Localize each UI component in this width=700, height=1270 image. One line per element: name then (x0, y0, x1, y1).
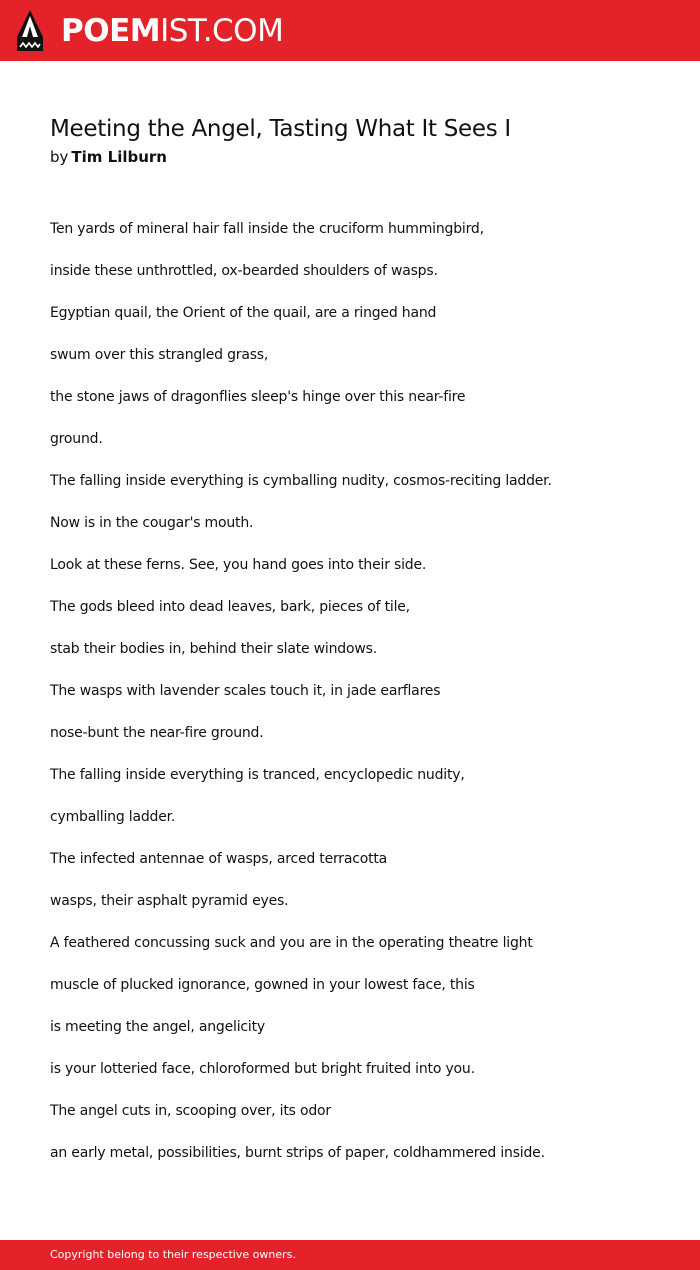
poem-line: inside these unthrottled, ox-bearded shoulders of wasps. (50, 263, 438, 279)
pen-nib-icon[interactable] (17, 10, 43, 51)
poem-line: The falling inside everything is tranced, encyclopedic nudity, (50, 767, 465, 783)
poem-line: cymballing ladder. (50, 809, 176, 825)
poem-title: Meeting the Angel, Tasting What It Sees I (50, 116, 511, 142)
poem-line: stab their bodies in, behind their slate windows. (50, 641, 377, 657)
copyright-text: Copyright belong to their respective owners. (50, 1248, 296, 1261)
logo-wordmark-light: IST.COM (160, 13, 284, 49)
poem-line: The falling inside everything is cymballing nudity, cosmos-reciting ladder. (50, 473, 552, 489)
poem-line: The infected antennae of wasps, arced terracotta (50, 851, 388, 867)
poem-line: swum over this strangled grass, (50, 347, 269, 363)
poem-line: is your lotteried face, chloroformed but bright fruited into you. (50, 1061, 475, 1077)
poem-line: the stone jaws of dragonflies sleep's hinge over this near-fire (50, 389, 466, 405)
site-header (0, 0, 700, 61)
by-label: by (50, 148, 69, 166)
poem-line: Now is in the cougar's mouth. (50, 515, 254, 531)
poem-line: Egyptian quail, the Orient of the quail, are a ringed hand (50, 305, 437, 321)
site-logo-text[interactable] (61, 11, 283, 51)
poem-line: nose-bunt the near-fire ground. (50, 725, 264, 741)
author-name: Tim Lilburn (71, 148, 167, 166)
poem-line: The wasps with lavender scales touch it, in jade earflares (50, 683, 441, 699)
poem-line: The gods bleed into dead leaves, bark, pieces of tile, (50, 599, 410, 615)
poem-line: wasps, their asphalt pyramid eyes. (50, 893, 289, 909)
poem-line: Ten yards of mineral hair fall inside the cruciform hummingbird, (50, 221, 484, 237)
logo-wordmark-bold: POEM (61, 13, 161, 49)
poem-line: muscle of plucked ignorance, gowned in your lowest face, this (50, 977, 475, 993)
poem-line: an early metal, possibilities, burnt strips of paper, coldhammered inside. (50, 1145, 545, 1161)
poem-line: A feathered concussing suck and you are in the operating theatre light (50, 935, 533, 951)
byline (50, 148, 167, 166)
site-footer (0, 1240, 700, 1270)
poem-line: is meeting the angel, angelicity (50, 1019, 265, 1035)
poem-line: ground. (50, 431, 103, 447)
poem-line: Look at these ferns. See, you hand goes into their side. (50, 557, 427, 573)
poem-line: The angel cuts in, scooping over, its odor (50, 1103, 331, 1119)
poem-body (50, 216, 670, 1182)
